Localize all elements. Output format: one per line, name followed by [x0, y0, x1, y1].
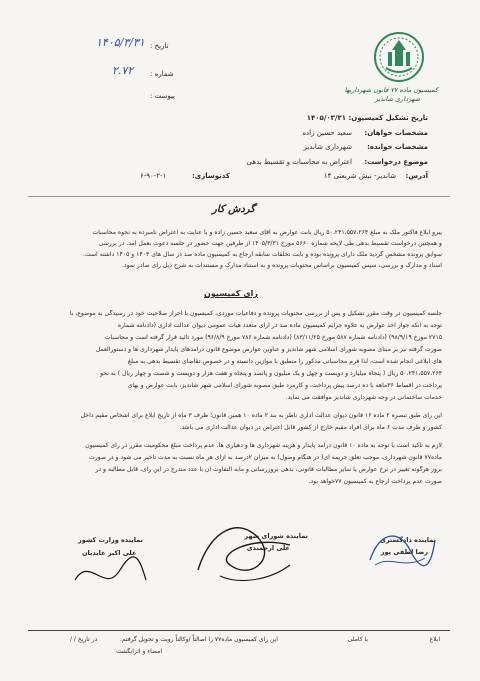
footer-separator: [28, 630, 450, 631]
address-value: شاندیز- نبش شریعتی ۱۴: [323, 172, 396, 180]
signature-justice-icon: [360, 520, 440, 580]
verdict-line: صورت عدم پرداخت ارجاع به کمیسیون ۷۷خواهد بود.: [308, 478, 442, 485]
verdict-line: ۲۷۱۵ مورخ ۹۸/۹/۱۹) (دادنامه شماره ۵۸۷ مورخ ۸۳/۱۱/۲۵) (دادنامه شماره ۷۸۶ مورخ ۹۶/۸/۹) مورد تائید قرار گرفته است و محاسبات: [104, 334, 442, 341]
verdict-line: جلسه کمیسیون در وقت مقرر تشکیل و پس از بررسی محتویات پرونده و دفاعیات موردی، کمیسیون با احراز صلاحیت خود در رسیدگی به موضوع، با: [69, 310, 442, 317]
report-line: پیرو ابلاغ فاکتور ملک به مبلغ ۵۰،۲۴۱،۵۵۷،۲۶۴ ریال بابت عوارض به آقای سعید حسین زاده و با عنایت به اعتراض نامبرده به نحوه محاسبات: [92, 229, 442, 236]
footer-signature-note: امضاء و اثرانگشت: [116, 648, 162, 655]
signatory-name: رضا لطفی پور: [380, 548, 428, 556]
report-line: و همچنین درخواست تقسیط بدهی طی لایحه شماره ۵۶۶۰ مورخ ۱۴۰۵/۳/۳۱ از طرفین جهت حضور در جلسه دعوت بعمل آمد. در بررسی: [98, 240, 442, 247]
verdict-line: بروز هرگونه تغییر در نرخ عوارض یا سایر مطالبات قانونی، بدهی بروزرسانی و مابه التفاوت آن با عدد مندرج در این رای، قابل مطالبه و در: [95, 466, 442, 473]
signature-council-icon: [190, 510, 300, 590]
attachment-label: پیوست :: [150, 92, 175, 100]
respondent-value: شهرداری شاندیز: [303, 143, 352, 151]
verdict-line: ماده۷۷ قانون شهرداری، موجب تعلق جریمه ای( در هنگام وصول) به میزان ۲درصد به ازای هر ماه نسبت به مدت تاخیر می شود و در صورت: [89, 454, 442, 461]
org-name-line2: شهرداری شاندیز: [374, 95, 420, 103]
verdict-line: کشور و ظرف مدت ۶ ماه برای افراد مقیم خارج از کشور قابل اعتراض در دیوان عدالت اداری می باشد.: [179, 424, 442, 431]
number-value: ۲.۷۲: [112, 64, 134, 77]
report-line: اسناد و مدارک و بررسی، سپس کمیسیون براساس محتویات پرونده و به استناد مدارک و مستندات به شرح ذیل رای صادر نمود.: [121, 262, 442, 269]
footer-delivery-label: ابلاغ: [429, 636, 440, 643]
org-name-line1: کمیسیون ماده ۷۷ قانون شهرداریها: [344, 86, 438, 94]
footer-signer: با کاملی: [347, 636, 368, 643]
date-label: تاریخ :: [150, 42, 169, 50]
signatory-role: نماینده شورای شهر: [244, 532, 308, 540]
footer-date: در تاریخ / /: [70, 636, 98, 643]
number-label: شماره :: [150, 70, 174, 78]
verdict-line: توجه به آنکه جواز اخذ عوارض به علاوه جرایم کمیسیون ماده صد در آرای متعدد هیات عمومی دیوان عدالت اداری (دادنامه شماره: [117, 322, 442, 329]
header-separator: [28, 196, 450, 197]
subject-label: موضوع درخواست:: [364, 158, 428, 166]
code-label: کدنوسازی:: [192, 172, 230, 180]
date-value: ۱۴۰۵/۳/۳۱: [96, 36, 145, 49]
verdict-line: این رای طبق تبصره ۲ ماده ۱۶ قانون دیوان عدالت اداری ناظر به بند ۲ ماده ۱۰ همین قانون؛ ظرف ۳ ماه از تاریخ ابلاغ برای اشخاص مقیم داخل: [80, 412, 442, 419]
municipality-logo-icon: [372, 30, 426, 84]
verdict-section-title: رای کمیسیون: [204, 289, 258, 298]
verdict-line: های ابلاغی انجام شده است، لذا فرم محاسباتی مذکور را منطبق با موازین دانسته و در خصوص تقاضای تقسیط بدهی به مبلغ: [127, 358, 442, 365]
verdict-line: پرداخت در اقساط ۳۶ماهه با ده درصد پیش پرداخت، و کارمزد طبق مصوبه شورای اسلامی شهر شاندیز، بابت عوارض و بهای: [127, 382, 442, 389]
address-label: آدرس:: [405, 172, 428, 180]
respondent-label: مشخصات خوانده:: [367, 143, 428, 151]
code-value: ۶-۹۰-۲-۱: [140, 172, 167, 180]
signatory-name: علی اکبر عابدیان: [82, 549, 137, 557]
signatory-role: نماینده دادگستری: [379, 536, 436, 544]
footer-acknowledgement: این رای کمیسیون ماده۷۷ را اصالتاً /وکالتاً رویت و تحویل گرفتم.: [120, 636, 278, 643]
signatory-name: علی ارجمندی: [246, 544, 290, 552]
claimant-value: سعید حسین زاده: [302, 129, 352, 137]
verdict-line: ۵۰،۲۴۱،۵۵۷،۲۶۴ ریال ( پنجاه میلیارد و دویست و چهل و یک میلیون و پانصد و پنجاه و هفت هزار و دویست و شصت و چهار ریال ) به نحو: [100, 370, 442, 377]
subject-value: اعتراض به محاسبات و تقسیط بدهی: [246, 158, 352, 166]
signatory-role: نماینده وزارت کشور: [78, 536, 143, 544]
verdict-line: خدمات ساختمانی در وجه شهرداری شاندیز موافقت می نماید.: [285, 394, 442, 401]
verdict-line: لازم به تاکید است با توجه به ماده ۱۰ قانون درآمد پایدار و هزینه شهرداری ها و دهیاری ها، عدم پرداخت مبلغ محکومیت مقرر در رای کمیسیون: [85, 442, 442, 449]
report-line: سوابق پرونده مشخص گردید ملک دارای پرونده بوده و بابت تخلفات سابقه ارجاع به کمیسیون ماده صد در سال های ۱۴۰۳ و ۱۴۰۵ داشته است.: [83, 251, 442, 258]
report-section-title: گردش کار: [212, 204, 256, 215]
claimant-label: مشخصات خواهان:: [364, 129, 428, 137]
session-date: تاریخ تشکیل کمیسیون: ۱۴۰۵/۰۳/۳۱: [306, 114, 428, 122]
verdict-line: صورت گرفته نیز بر مبنای مصوبه شورای اسلامی شهر شاندیز و عناوین عوارض موضوع قانون درآمدهای پایدار شهرداری ها و دستورالعمل: [95, 346, 442, 353]
signature-interior-icon: [70, 550, 150, 600]
